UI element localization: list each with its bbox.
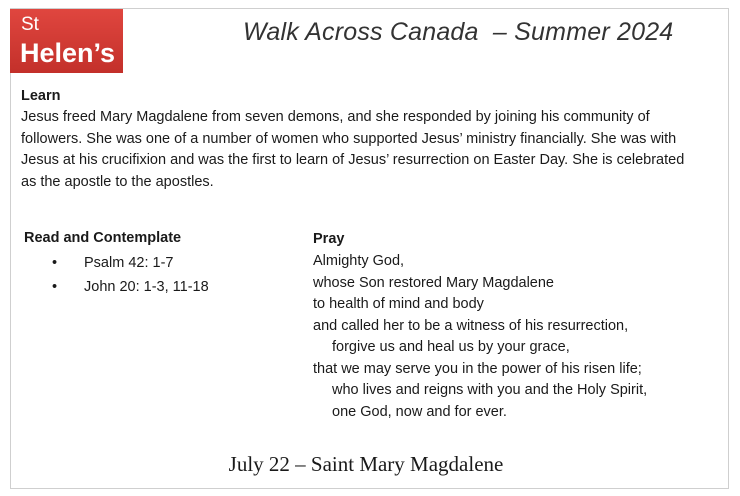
prayer-line: Almighty God, (313, 253, 405, 269)
reading-list (52, 251, 209, 299)
logo-line-st: St (21, 14, 39, 35)
footer-caption (0, 452, 740, 477)
prayer-text (313, 251, 647, 423)
list-item (52, 251, 209, 275)
list-item (52, 275, 209, 299)
prayer-line: one God, now and for ever. (332, 403, 507, 420)
read-heading: Read and Contemplate (24, 230, 182, 246)
prayer-line: whose Son restored Mary Magdalene (313, 274, 554, 291)
prayer-line: forgive us and heal us by your grace, (332, 339, 570, 355)
bullet-icon: • (52, 255, 58, 271)
reading-ref: Psalm 42: 1-7 (84, 255, 174, 271)
bullet-icon: • (52, 279, 58, 295)
prayer-line: who lives and reigns with you and the Holy Spirit, (332, 382, 648, 398)
st-helens-logo (10, 9, 123, 73)
prayer-line: to health of mind and body (313, 296, 484, 312)
pray-heading: Pray (313, 231, 345, 247)
page-title: Walk Across Canada – Summer 2024 (243, 18, 674, 46)
prayer-line: and called her to be a witness of his resurrection, (313, 317, 629, 334)
prayer-line: that we may serve you in the power of his risen life; (313, 360, 642, 377)
learn-heading: Learn (21, 88, 61, 104)
logo-line-name: Helen’s (20, 38, 116, 68)
footer-text: July 22 – Saint Mary Magdalene (228, 452, 504, 476)
reading-ref: John 20: 1-3, 11-18 (84, 279, 209, 295)
learn-paragraph: Jesus freed Mary Magdalene from seven demons, and she responded by joining his community of followers. She was one of a number of women who supported Jesus’ ministry financially. She was with Jesus at his crucifixion and was the first to learn of Jesus’ resurrection on Easter Day. She is celebrated as the apostle to the apostles. (21, 109, 685, 190)
